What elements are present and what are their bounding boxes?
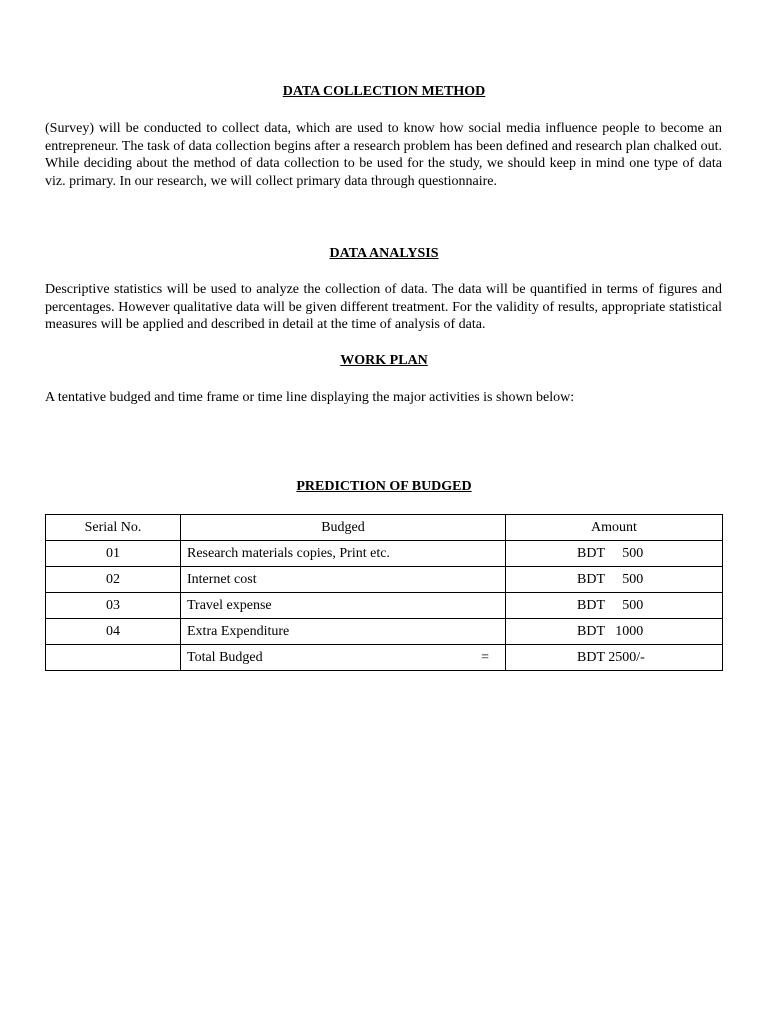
header-budged: Budged xyxy=(181,515,506,541)
currency: BDT xyxy=(577,571,605,587)
table-row xyxy=(46,593,723,619)
data-analysis-paragraph: Descriptive statistics will be used to analyze the collection of data. The data will be quantified in terms of figures and percentages. However qualitative data will be given different treatment. For the validity of results, appropriate statistical measures will be applied and described in detail at the time of analysis of data. xyxy=(45,282,722,332)
amount-value: 500 xyxy=(622,571,644,587)
item-cell: Internet cost xyxy=(181,567,506,593)
currency: BDT xyxy=(577,545,605,561)
amount-value: 500 xyxy=(622,597,644,613)
item-cell: Extra Expenditure xyxy=(181,619,506,645)
amount-cell xyxy=(506,567,723,593)
serial-cell: 01 xyxy=(46,541,181,567)
item-cell: Travel expense xyxy=(181,593,506,619)
serial-cell: 04 xyxy=(46,619,181,645)
total-label: Total Budged xyxy=(187,649,263,665)
header-serial: Serial No. xyxy=(46,515,181,541)
amount-cell xyxy=(506,619,723,645)
currency: BDT xyxy=(577,597,605,613)
work-plan-paragraph: A tentative budged and time frame or time line displaying the major activities is shown below: xyxy=(45,390,575,405)
data-collection-heading: DATA COLLECTION METHOD xyxy=(282,84,486,99)
table-row xyxy=(46,567,723,593)
amount-value: 1000 xyxy=(615,623,644,639)
budget-table xyxy=(45,514,723,671)
budget-heading: PREDICTION OF BUDGED xyxy=(296,479,472,494)
work-plan-heading: WORK PLAN xyxy=(340,353,428,368)
serial-cell: 03 xyxy=(46,593,181,619)
total-label-cell xyxy=(181,645,506,671)
currency: BDT xyxy=(577,623,605,639)
table-row xyxy=(46,541,723,567)
amount-cell xyxy=(506,593,723,619)
header-amount: Amount xyxy=(506,515,723,541)
data-analysis-heading: DATA ANALYSIS xyxy=(329,246,439,261)
serial-cell-empty xyxy=(46,645,181,671)
serial-cell: 02 xyxy=(46,567,181,593)
amount-value: 500 xyxy=(622,545,644,561)
table-total-row xyxy=(46,645,723,671)
total-amount: BDT 2500/- xyxy=(577,649,645,665)
total-equals: = xyxy=(481,649,489,665)
table-header-row xyxy=(46,515,723,541)
item-cell: Research materials copies, Print etc. xyxy=(181,541,506,567)
data-collection-paragraph: (Survey) will be conducted to collect data, which are used to know how social media influence people to become an entrepreneur. The task of data collection begins after a research problem has been defined and research plan chalked out. While deciding about the method of data collection to be used for the study, we should keep in mind one type of data viz. primary. In our research, we will collect primary data through questionnaire. xyxy=(45,121,722,189)
table-row xyxy=(46,619,723,645)
amount-cell xyxy=(506,541,723,567)
total-amount-cell xyxy=(506,645,723,671)
